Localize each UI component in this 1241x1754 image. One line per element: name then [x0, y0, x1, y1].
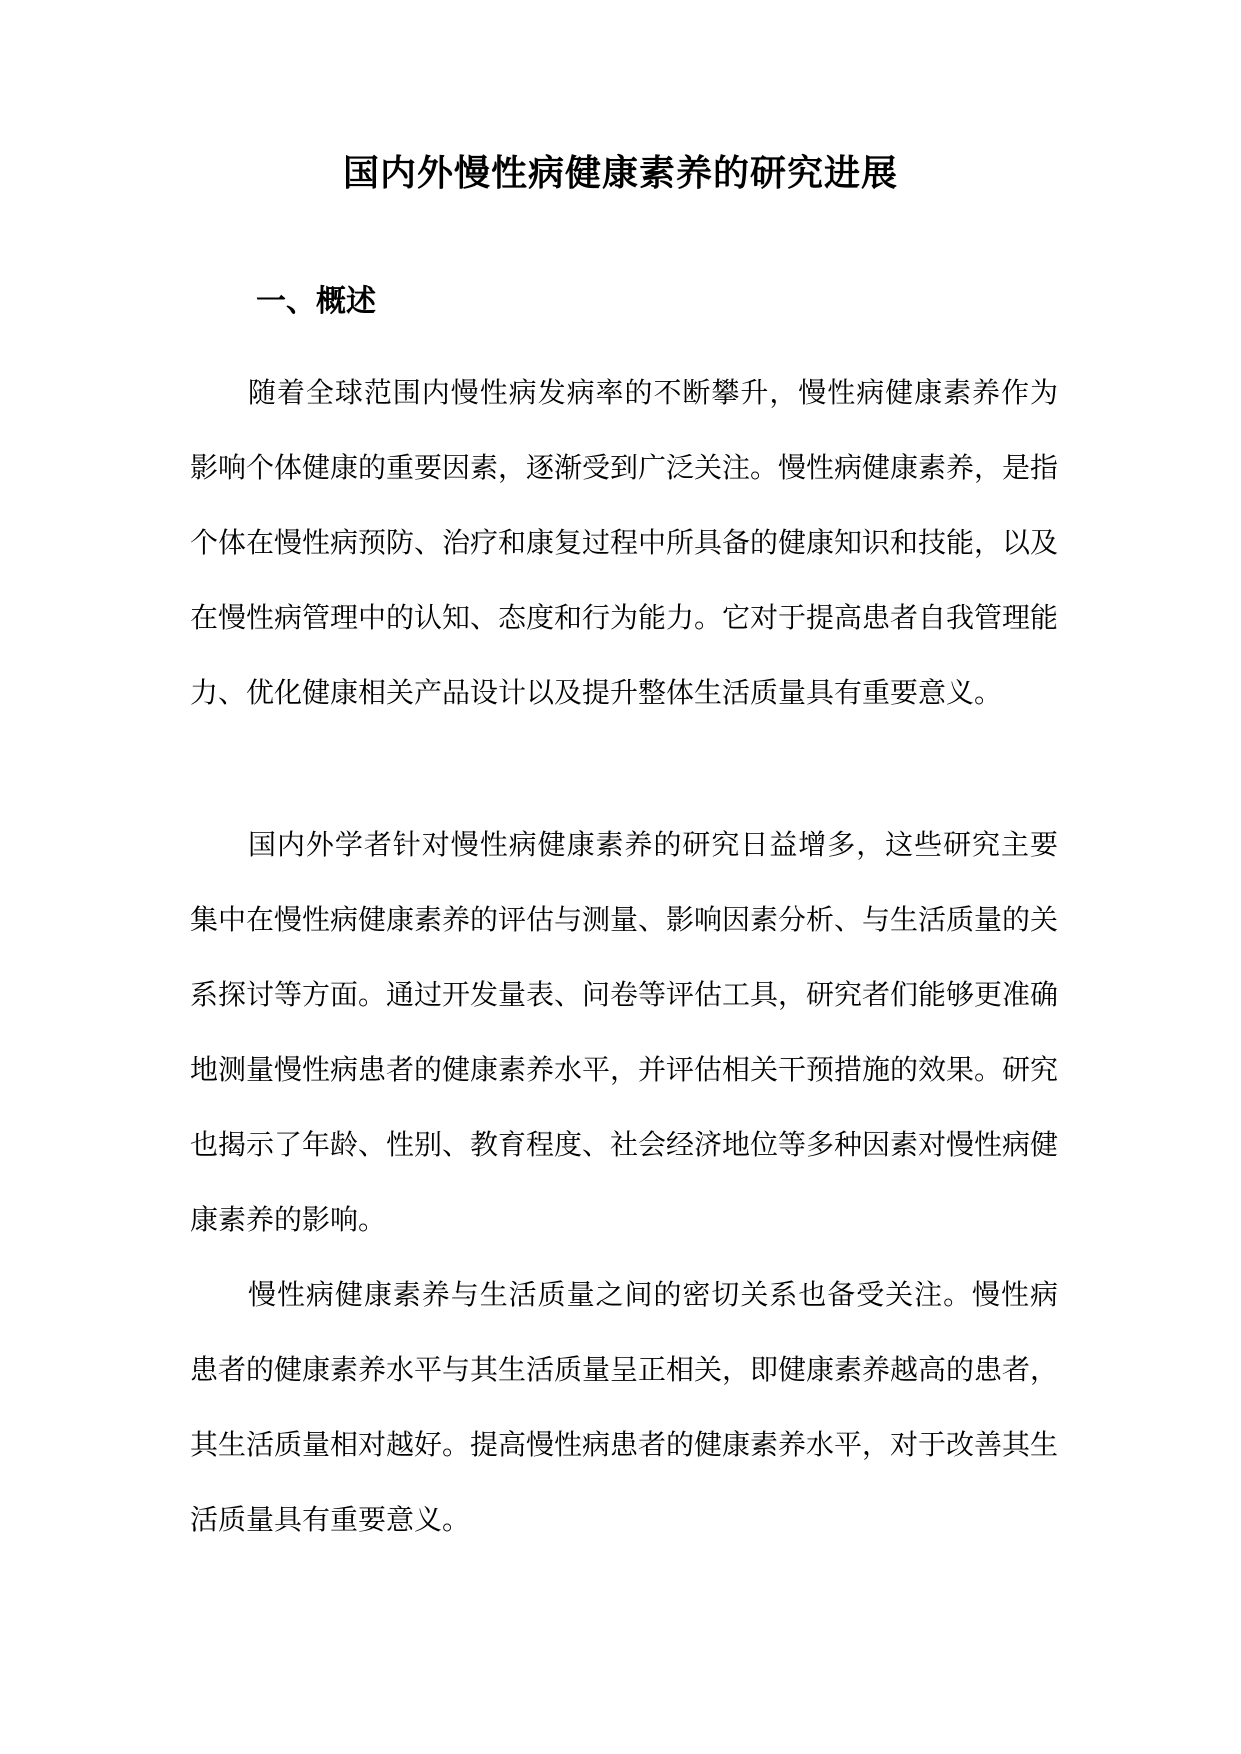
- section-heading-overview: 一、概述: [256, 284, 376, 319]
- body-paragraph: 随着全球范围内慢性病发病率的不断攀升，慢性病健康素养作为影响个体健康的重要因素，逐渐受到广泛关注。慢性病健康素养，是指个体在慢性病预防、治疗和康复过程中所具备的健康知识和技能，以及在慢性病管理中的认知、态度和行为能力。它对于提高患者自我管理能力、优化健康相关产品设计以及提升整体生活质量具有重要意义。: [190, 376, 1059, 709]
- document-title: 国内外慢性病健康素养的研究进展: [342, 152, 898, 194]
- body-paragraph: 慢性病健康素养与生活质量之间的密切关系也备受关注。慢性病患者的健康素养水平与其生活质量呈正相关，即健康素养越高的患者，其生活质量相对越好。提高慢性病患者的健康素养水平，对于改善其生活质量具有重要意义。: [190, 1278, 1059, 1536]
- body-paragraph: 国内外学者针对慢性病健康素养的研究日益增多，这些研究主要集中在慢性病健康素养的评估与测量、影响因素分析、与生活质量的关系探讨等方面。通过开发量表、问卷等评估工具，研究者们能够更准确地测量慢性病患者的健康素养水平，并评估相关干预措施的效果。研究也揭示了年龄、性别、教育程度、社会经济地位等多种因素对慢性病健康素养的影响。: [190, 828, 1059, 1236]
